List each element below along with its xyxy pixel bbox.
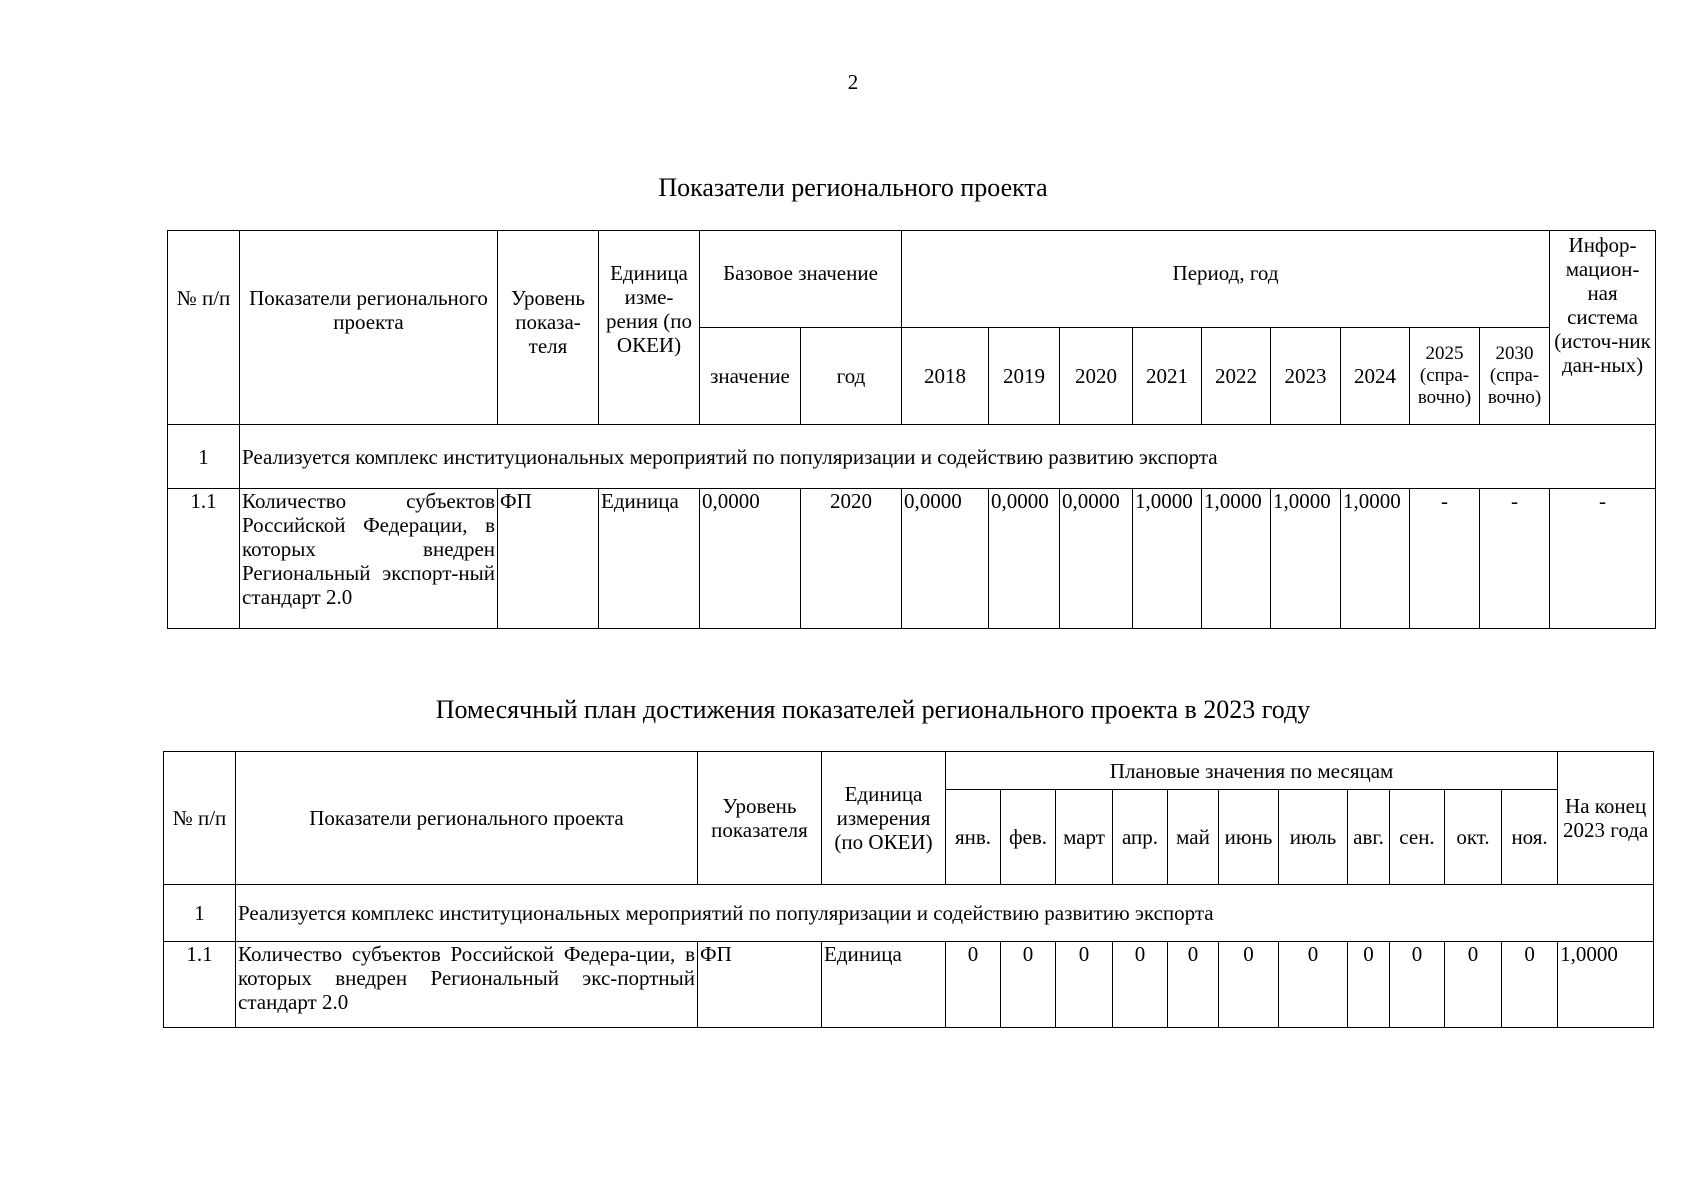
- header-year-2018: 2018: [902, 328, 989, 425]
- t2-row-month-jun: 0: [1219, 942, 1279, 1028]
- t2-header-month-may: май: [1168, 790, 1219, 885]
- header-base-value: значение: [700, 328, 801, 425]
- t2-row-month-mar: 0: [1056, 942, 1113, 1028]
- t2-header-month-mar: март: [1056, 790, 1113, 885]
- header-year-2023: 2023: [1271, 328, 1341, 425]
- header-indicator: Показатели регионального проекта: [240, 231, 498, 425]
- t2-row-month-oct: 0: [1445, 942, 1502, 1028]
- row-value-2023: 1,0000: [1271, 489, 1341, 629]
- row-value-2024: 1,0000: [1341, 489, 1410, 629]
- t2-row-indicator: Количество субъектов Российской Федера-ции, в которых внедрен Региональный экс-портный стандарт 2.0: [236, 942, 698, 1028]
- t2-header-month-oct: окт.: [1445, 790, 1502, 885]
- header-unit: Единица изме-рения (по ОКЕИ): [599, 231, 700, 425]
- indicators-table: [167, 230, 1656, 629]
- row-value-2030: -: [1480, 489, 1550, 629]
- t2-header-end: На конец 2023 года: [1558, 752, 1654, 885]
- t2-row-month-feb: 0: [1001, 942, 1056, 1028]
- row-indicator: Количество субъектов Российской Федерации, в которых внедрен Региональный экспорт-ный стандарт 2.0: [240, 489, 498, 629]
- monthly-plan-table: [163, 751, 1654, 1028]
- row-value-2019: 0,0000: [989, 489, 1060, 629]
- header-info: Инфор-мацион-ная система (источ-ник дан-ных): [1550, 231, 1656, 425]
- row-value-2025: -: [1410, 489, 1480, 629]
- header-period: Период, год: [902, 231, 1550, 328]
- t2-header-month-apr: апр.: [1113, 790, 1168, 885]
- t2-header-month-jan: янв.: [946, 790, 1001, 885]
- t2-header-month-feb: фев.: [1001, 790, 1056, 885]
- row-value-2022: 1,0000: [1202, 489, 1271, 629]
- header-year-2019: 2019: [989, 328, 1060, 425]
- t2-row-level: ФП: [698, 942, 822, 1028]
- t2-row-month-jan: 0: [946, 942, 1001, 1028]
- row-base-value: 0,0000: [700, 489, 801, 629]
- t2-header-indicator: Показатели регионального проекта: [236, 752, 698, 885]
- t2-header-plan: Плановые значения по месяцам: [946, 752, 1558, 790]
- t2-row-month-jul: 0: [1279, 942, 1348, 1028]
- t2-row-unit: Единица: [822, 942, 946, 1028]
- header-year-2030: 2030 (спра-вочно): [1480, 328, 1550, 425]
- header-year-2022: 2022: [1202, 328, 1271, 425]
- table1-title: Показатели регионального проекта: [658, 173, 1048, 202]
- row-num: 1.1: [168, 489, 240, 629]
- t2-header-month-sep: сен.: [1390, 790, 1445, 885]
- page-number: 2: [847, 70, 859, 94]
- t2-row-month-aug: 0: [1348, 942, 1390, 1028]
- row-unit: Единица: [599, 489, 700, 629]
- t2-header-month-jul: июль: [1279, 790, 1348, 885]
- t2-section-num: 1: [164, 885, 236, 942]
- row-value-2018: 0,0000: [902, 489, 989, 629]
- header-base-year: год: [801, 328, 902, 425]
- header-level: Уровень показа-теля: [498, 231, 599, 425]
- t2-row-month-nov: 0: [1502, 942, 1558, 1028]
- t2-header-num: № п/п: [164, 752, 236, 885]
- t2-row-num: 1.1: [164, 942, 236, 1028]
- section-text: Реализуется комплекс институциональных мероприятий по популяризации и содействию развитию экспорта: [240, 425, 1656, 489]
- t2-header-month-aug: авг.: [1348, 790, 1390, 885]
- header-base: Базовое значение: [700, 231, 902, 328]
- section-num: 1: [168, 425, 240, 489]
- header-year-2024: 2024: [1341, 328, 1410, 425]
- table2-title: Помесячный план достижения показателей регионального проекта в 2023 году: [435, 695, 1311, 724]
- row-value-2021: 1,0000: [1133, 489, 1202, 629]
- header-year-2021: 2021: [1133, 328, 1202, 425]
- t2-row-end: 1,0000: [1558, 942, 1654, 1028]
- t2-header-month-jun: июнь: [1219, 790, 1279, 885]
- t2-row-month-sep: 0: [1390, 942, 1445, 1028]
- header-year-2025: 2025 (спра-вочно): [1410, 328, 1480, 425]
- t2-header-level: Уровень показателя: [698, 752, 822, 885]
- t2-header-month-nov: ноя.: [1502, 790, 1558, 885]
- row-base-year: 2020: [801, 489, 902, 629]
- t2-row-month-apr: 0: [1113, 942, 1168, 1028]
- row-info: -: [1550, 489, 1656, 629]
- t2-row-month-may: 0: [1168, 942, 1219, 1028]
- header-year-2020: 2020: [1060, 328, 1133, 425]
- row-level: ФП: [498, 489, 599, 629]
- t2-section-text: Реализуется комплекс институциональных мероприятий по популяризации и содействию развитию экспорта: [236, 885, 1654, 942]
- t2-header-unit: Единица измерения (по ОКЕИ): [822, 752, 946, 885]
- header-num: № п/п: [168, 231, 240, 425]
- row-value-2020: 0,0000: [1060, 489, 1133, 629]
